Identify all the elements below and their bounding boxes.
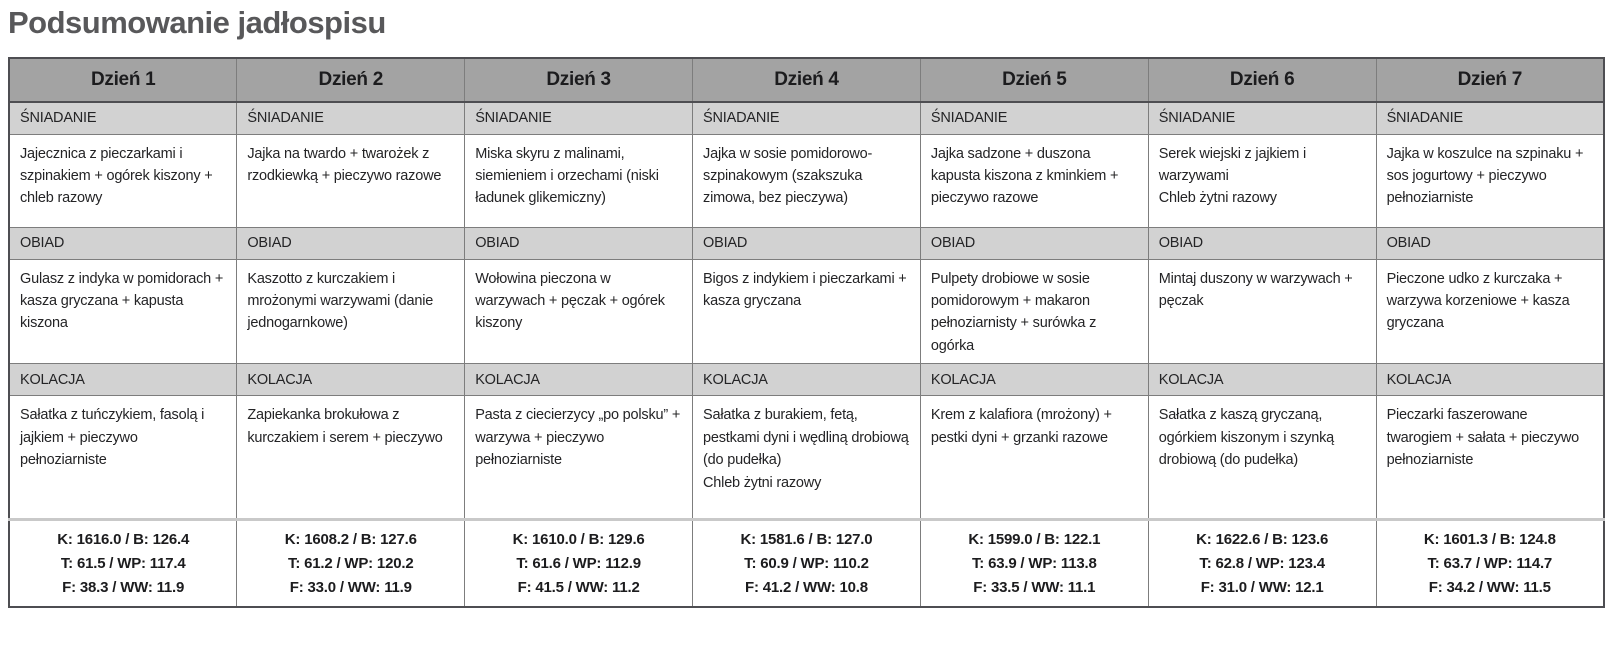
dinner-section-label-line: KOLACJA [930,371,996,388]
macro-summary-cell-line: K: 1608.2 / B: 127.6 [284,530,417,548]
breakfast-cell [9,134,237,227]
dinner-cell [1376,396,1604,520]
lunch-section-label [237,227,465,259]
day-header-line: Dzień 3 [546,69,611,90]
dinner-section-label-line: KOLACJA [703,371,768,388]
lunch-cell [920,259,1148,364]
macro-summary-cell [9,520,237,607]
lunch-section-label [1148,227,1376,259]
table-row [9,58,1604,102]
macro-summary-cell-line: K: 1622.6 / B: 123.6 [1196,530,1329,548]
macro-summary-cell-line: T: 61.2 / WP: 120.2 [288,554,414,572]
dinner-section-label [693,364,921,396]
breakfast-cell-line: Chleb żytni razowy [1158,190,1277,207]
macro-summary-cell-line: T: 61.6 / WP: 112.9 [516,554,641,572]
table-row [9,227,1604,259]
macro-summary-cell-line: F: 33.0 / WW: 11.9 [289,578,412,596]
breakfast-section-label-line: ŚNIADANIE [475,110,552,127]
day-header [1376,58,1604,102]
dinner-section-label [1376,364,1604,396]
dinner-cell-line: Sałatka z kaszą gryczaną, ogórkiem kiszonym i szynką drobiową (do pudełka) [1158,407,1335,469]
lunch-section-label-line: OBIAD [20,235,65,251]
breakfast-cell-line: Jajecznica z pieczarkami i szpinakiem + ogórek kiszony + chleb razowy [20,145,213,207]
macro-summary-cell-line: T: 63.7 / WP: 114.7 [1427,554,1553,572]
lunch-cell [465,259,693,364]
breakfast-section-label-line: ŚNIADANIE [247,110,324,127]
breakfast-section-label-line: ŚNIADANIE [20,110,97,127]
breakfast-cell [237,134,465,227]
lunch-cell-line: Gulasz z indyka w pomidorach + kasza gryczana + kapusta kiszona [20,270,224,332]
breakfast-section-label [9,102,237,134]
dinner-cell [1148,396,1376,520]
day-header [465,58,693,102]
breakfast-section-label [1376,102,1604,134]
dinner-cell-line: Sałatka z burakiem, fetą, pestkami dyni i wędliną drobiową (do pudełka) [703,407,909,469]
day-header-line: Dzień 7 [1457,69,1522,90]
dinner-section-label [237,364,465,396]
lunch-cell-line: Pulpety drobiowe w sosie pomidorowym + makaron pełnoziarnisty + surówka z ogórka [930,270,1097,354]
macro-summary-cell [465,520,693,607]
lunch-cell-line: Pieczone udko z kurczaka + warzywa korzeniowe + kasza gryczana [1386,270,1570,332]
macro-summary-cell-line: K: 1616.0 / B: 126.4 [57,530,190,548]
day-header-line: Dzień 4 [774,69,839,90]
macro-summary-cell [1376,520,1604,607]
dinner-section-label-line: KOLACJA [20,371,85,388]
lunch-section-label-line: OBIAD [1158,235,1203,251]
dinner-cell-line: Pieczarki faszerowane twarogiem + sałata + pieczywo pełnoziarniste [1386,407,1580,469]
menu-table-body [9,58,1604,607]
lunch-section-label-line: OBIAD [247,235,292,251]
lunch-cell [9,259,237,364]
lunch-section-label [9,227,237,259]
dinner-section-label-line: KOLACJA [247,371,313,388]
dinner-section-label [9,364,237,396]
lunch-section-label-line: OBIAD [1386,235,1431,251]
macro-summary-cell-line: K: 1581.6 / B: 127.0 [740,530,873,548]
table-row [9,134,1604,227]
macro-summary-cell [1148,520,1376,607]
breakfast-section-label-line: ŚNIADANIE [703,110,780,127]
lunch-cell-line: Bigos z indykiem i pieczarkami + kasza gryczana [703,270,907,309]
macro-summary-cell [920,520,1148,607]
lunch-cell-line: Kaszotto z kurczakiem i mrożonymi warzywami (danie jednogarnkowe) [247,270,434,332]
breakfast-cell-line: Jajka na twardo + twarożek z rzodkiewką + pieczywo razowe [247,145,442,184]
breakfast-section-label [237,102,465,134]
macro-summary-cell-line: T: 63.9 / WP: 113.8 [972,554,1097,572]
table-row [9,520,1604,607]
macro-summary-cell-line: F: 33.5 / WW: 11.1 [973,578,1096,596]
breakfast-cell-line: Serek wiejski z jajkiem i warzywami [1158,145,1307,184]
macro-summary-cell [693,520,921,607]
macro-summary-cell-line: T: 62.8 / WP: 123.4 [1199,554,1325,572]
day-header [237,58,465,102]
day-header [920,58,1148,102]
macro-summary-cell-line: F: 31.0 / WW: 12.1 [1200,578,1324,596]
dinner-cell [237,396,465,520]
macro-summary-cell-line: F: 41.5 / WW: 11.2 [517,578,640,596]
dinner-section-label-line: KOLACJA [1158,371,1224,388]
lunch-cell-line: Mintaj duszony w warzywach + pęczak [1158,270,1353,309]
lunch-section-label [693,227,921,259]
dinner-cell [465,396,693,520]
day-header-line: Dzień 2 [318,69,383,90]
breakfast-cell [693,134,921,227]
breakfast-section-label [693,102,921,134]
breakfast-section-label [1148,102,1376,134]
day-header-line: Dzień 5 [1002,69,1067,90]
macro-summary-cell [237,520,465,607]
lunch-cell [1148,259,1376,364]
dinner-section-label-line: KOLACJA [475,371,540,388]
breakfast-section-label-line: ŚNIADANIE [1386,110,1463,127]
breakfast-section-label [465,102,693,134]
breakfast-cell-line: Jajka w koszulce na szpinaku + sos jogurtowy + pieczywo pełnoziarniste [1386,145,1584,207]
breakfast-section-label-line: ŚNIADANIE [930,110,1008,127]
macro-summary-cell-line: F: 41.2 / WW: 10.8 [745,578,868,596]
breakfast-cell [1148,134,1376,227]
table-row [9,259,1604,364]
macro-summary-cell-line: K: 1610.0 / B: 129.6 [512,530,645,548]
table-row [9,102,1604,134]
table-row [9,364,1604,396]
lunch-section-label [465,227,693,259]
dinner-cell [9,396,237,520]
macro-summary-cell-line: K: 1601.3 / B: 124.8 [1423,530,1556,548]
lunch-section-label-line: OBIAD [930,235,975,251]
breakfast-cell [465,134,693,227]
table-row [9,396,1604,520]
dinner-section-label [920,364,1148,396]
page-title: Podsumowanie jadłospisu [8,5,386,40]
macro-summary-cell-line: T: 60.9 / WP: 110.2 [744,554,869,572]
macro-summary-cell-line: F: 38.3 / WW: 11.9 [62,578,185,596]
macro-summary-cell-line: F: 34.2 / WW: 11.5 [1428,578,1551,596]
lunch-section-label [1376,227,1604,259]
lunch-section-label [920,227,1148,259]
lunch-cell-line: Wołowina pieczona w warzywach + pęczak + ogórek kiszony [475,270,665,332]
lunch-cell [237,259,465,364]
day-header [1148,58,1376,102]
macro-summary-cell-line: K: 1599.0 / B: 122.1 [968,530,1101,548]
menu-table [8,57,1605,608]
dinner-cell-line: Zapiekanka brokułowa z kurczakiem i serem + pieczywo [247,407,443,446]
day-header-line: Dzień 1 [90,69,156,90]
dinner-cell-line: Chleb żytni razowy [703,474,822,491]
lunch-cell [693,259,921,364]
dinner-section-label [1148,364,1376,396]
breakfast-cell-line: Miska skyru z malinami, siemieniem i orzechami (niski ładunek glikemiczny) [475,145,659,207]
dinner-cell-line: Sałatka z tuńczykiem, fasolą i jajkiem + pieczywo pełnoziarniste [20,407,205,469]
breakfast-section-label [920,102,1148,134]
breakfast-cell [920,134,1148,227]
dinner-cell-line: Krem z kalafiora (mrożony) + pestki dyni + grzanki razowe [930,407,1112,446]
lunch-cell [1376,259,1604,364]
dinner-section-label-line: KOLACJA [1386,371,1452,388]
breakfast-section-label-line: ŚNIADANIE [1158,110,1236,127]
lunch-section-label-line: OBIAD [475,235,520,251]
day-header [693,58,921,102]
macro-summary-cell-line: T: 61.5 / WP: 117.4 [60,554,186,572]
dinner-cell [693,396,921,520]
day-header [9,58,237,102]
dinner-section-label [465,364,693,396]
day-header-line: Dzień 6 [1229,69,1295,90]
breakfast-cell-line: Jajka sadzone + duszona kapusta kiszona z kminkiem + pieczywo razowe [930,145,1119,207]
dinner-cell-line: Pasta z ciecierzycy „po polsku” + warzywa + pieczywo pełnoziarniste [475,407,681,469]
breakfast-cell [1376,134,1604,227]
dinner-cell [920,396,1148,520]
lunch-section-label-line: OBIAD [703,235,748,251]
breakfast-cell-line: Jajka w sosie pomidorowo-szpinakowym (szakszuka zimowa, bez pieczywa) [703,145,873,207]
